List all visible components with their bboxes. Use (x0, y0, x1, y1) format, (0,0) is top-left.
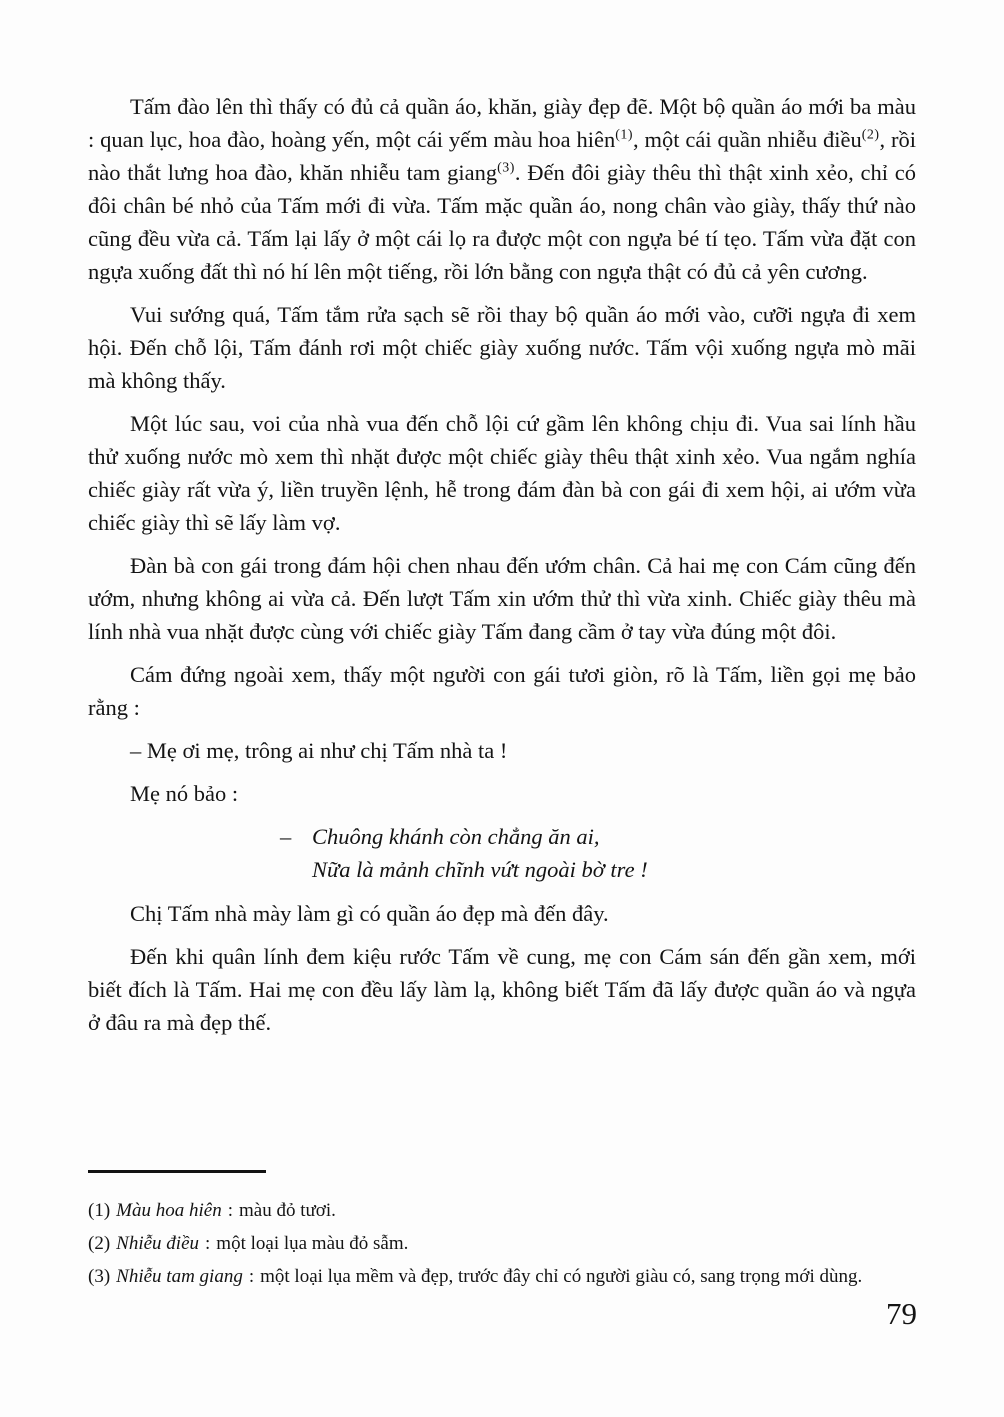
footnote-ref-2: (2) (861, 127, 880, 143)
footnote-2 (88, 1227, 928, 1260)
footnote-3-separator: : (248, 1266, 255, 1287)
story-paragraph-2: Vui sướng quá, Tấm tắm rửa sạch sẽ rồi thay bộ quần áo mới vào, cưỡi ngựa đi xem hội. Đến chỗ lội, Tấm đánh rơi một chiếc giày xuống nước. Tấm vội xuống ngựa mò mãi mà không thấy. (88, 302, 916, 393)
footnote-3-definition: một loại lụa mềm và đẹp, trước đây chỉ có người giàu có, sang trọng mới dùng. (260, 1266, 863, 1287)
footnote-1 (88, 1194, 928, 1227)
footnote-1-marker: (1) (88, 1200, 111, 1221)
paragraph-1-text-part-1: Tấm đào lên thì thấy có đủ cả quần áo, khăn, giày đẹp đẽ. Một bộ quần áo mới ba màu : quan lục, hoa đào, hoàng yến, một cái yếm màu hoa hiên (88, 94, 916, 152)
footnote-divider-rule (88, 1170, 266, 1173)
footnote-3-term: Nhiễu tam giang (116, 1266, 243, 1287)
footnote-1-definition: màu đỏ tươi. (238, 1200, 336, 1221)
story-paragraph-4: Đàn bà con gái trong đám hội chen nhau đến ướm chân. Cả hai mẹ con Cám cũng đến ướm, nhưng không ai vừa cả. Đến lượt Tấm xin ướm thử thì vừa xinh. Chiếc giày thêu mà lính nhà vua nhặt được cùng với chiếc giày Tấm đang cầm ở tay vừa đúng một đôi. (88, 553, 916, 644)
story-paragraph-6: Chị Tấm nhà mày làm gì có quần áo đẹp mà đến đây. (130, 901, 609, 926)
dialogue-line-cam: – Mẹ ơi mẹ, trông ai như chị Tấm nhà ta ! (130, 738, 508, 763)
footnote-2-definition: một loại lụa màu đỏ sẫm. (216, 1233, 409, 1254)
verse-line-2 (280, 853, 916, 886)
story-paragraph-7: Đến khi quân lính đem kiệu rước Tấm về cung, mẹ con Cám sán đến gần xem, mới biết đích là Tấm. Hai mẹ con đều lấy làm lạ, không biết Tấm đã lấy được quần áo và ngựa ở đâu ra mà đẹp thế. (88, 944, 916, 1035)
footnote-1-term: Màu hoa hiên (116, 1200, 222, 1221)
footnote-2-term: Nhiễu điều (116, 1233, 200, 1254)
footnote-2-marker: (2) (88, 1233, 111, 1254)
verse-line-1 (280, 820, 916, 853)
verse-dash: – (280, 824, 292, 849)
dialogue-intro-mother: Mẹ nó bảo : (130, 781, 239, 806)
verse-line-2-text: Nữa là mảnh chĩnh vứt ngoài bờ tre ! (312, 857, 648, 882)
verse-line-1-text: Chuông khánh còn chẳng ăn ai, (312, 824, 600, 849)
paragraph-1-text-part-2: , một cái quần nhiễu điều (633, 127, 862, 152)
footnote-section (88, 1170, 928, 1293)
footnote-3 (88, 1260, 928, 1293)
verse-block (88, 820, 916, 886)
footnote-2-separator: : (205, 1233, 211, 1254)
paragraph-1-text-part-3: , rồi nào thắt lưng hoa đào, khăn nhiễu tam giang (88, 127, 916, 185)
footnote-ref-3: (3) (497, 160, 515, 176)
story-paragraph-3: Một lúc sau, voi của nhà vua đến chỗ lội cứ gầm lên không chịu đi. Vua sai lính hầu thử xuống nước mò xem thì nhặt được một chiếc giày thêu thật xinh xẻo. Vua ngắm nghía chiếc giày rất vừa ý, liền truyền lệnh, hễ trong đám đàn bà con gái đi xem hội, ai ướm vừa chiếc giày thì sẽ lấy làm vợ. (88, 411, 916, 535)
footnote-1-separator: : (227, 1200, 233, 1221)
page-number: 79 (886, 1296, 917, 1331)
story-paragraph-1 (88, 90, 916, 288)
footnote-ref-1: (1) (615, 127, 634, 143)
paragraph-1-text-part-4: . Đến đôi giày thêu thì thật xinh xẻo, chỉ có đôi chân bé nhỏ của Tấm mới đi vừa. Tấm mặc quần áo, nong chân vào giày, thấy thứ nào cũng đều vừa cả. Tấm lại lấy ở một cái lọ ra được một con ngựa bé tí tẹo. Tấm vừa đặt con ngựa xuống đất thì nó hí lên một tiếng, rồi lớn bằng con ngựa thật có đủ cả yên cương. (88, 160, 916, 284)
footnote-3-marker: (3) (88, 1266, 111, 1287)
story-text-block (88, 90, 916, 1049)
story-paragraph-5: Cám đứng ngoài xem, thấy một người con gái tươi giòn, rõ là Tấm, liền gọi mẹ bảo rằng : (88, 662, 916, 720)
